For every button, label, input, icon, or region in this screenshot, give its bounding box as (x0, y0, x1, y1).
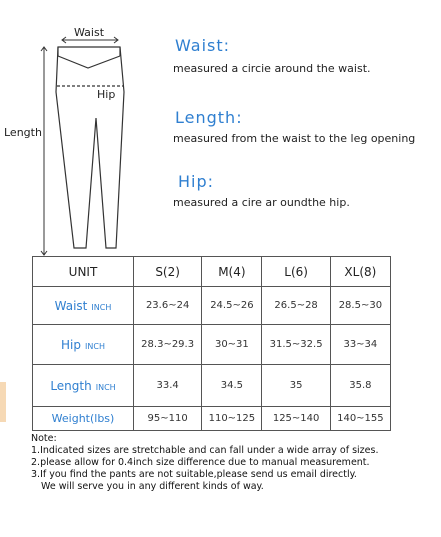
table-cell: 35.8 (330, 365, 390, 407)
length-label: Length (4, 126, 42, 139)
table-cell: 34.5 (202, 365, 262, 407)
row-unit-text: INCH (91, 302, 112, 312)
note-line: We will serve you in any different kinds of way. (41, 481, 264, 492)
table-cell: 23.6~24 (134, 287, 202, 325)
row-label-weight: Weight(lbs) (33, 407, 134, 431)
row-label-text: Length (50, 378, 92, 393)
note-line: 3.If you find the pants are not suitable,please send us email directly. (31, 469, 357, 480)
side-tab-decoration (0, 382, 6, 422)
table-cell: 110~125 (202, 407, 262, 431)
table-cell: 125~140 (262, 407, 330, 431)
waist-label: Waist (74, 26, 105, 39)
header-cell-m: M(4) (202, 257, 262, 287)
table-row-weight (33, 407, 391, 431)
notes-heading: Note: (31, 433, 57, 444)
table-cell: 28.5~30 (330, 287, 390, 325)
row-label-waist (33, 287, 134, 325)
row-unit-text: INCH (95, 382, 116, 392)
table-cell: 24.5~26 (202, 287, 262, 325)
row-label-text: Waist (54, 298, 88, 313)
leggings-outline (56, 47, 124, 248)
hip-label: Hip (97, 88, 116, 101)
pants-diagram (0, 20, 170, 260)
table-cell: 140~155 (330, 407, 390, 431)
row-label-length (33, 365, 134, 407)
length-dimension-arrow (41, 47, 47, 255)
table-cell: 95~110 (134, 407, 202, 431)
table-cell: 35 (262, 365, 330, 407)
hip-definition-text: measured a cire ar oundthe hip. (173, 196, 350, 209)
table-cell: 31.5~32.5 (262, 325, 330, 365)
table-row-length (33, 365, 391, 407)
note-line: 1.Indicated sizes are stretchable and can fall under a wide array of sizes. (31, 445, 379, 456)
notes-section (31, 433, 378, 493)
table-row-waist (33, 287, 391, 325)
header-cell-unit: UNIT (33, 257, 134, 287)
table-header-row (33, 257, 391, 287)
header-cell-s: S(2) (134, 257, 202, 287)
table-cell: 33.4 (134, 365, 202, 407)
table-cell: 26.5~28 (262, 287, 330, 325)
size-chart-table (32, 256, 391, 431)
length-definition-text: measured from the waist to the leg opening (173, 132, 416, 145)
header-cell-l: L(6) (262, 257, 330, 287)
header-cell-xl: XL(8) (330, 257, 390, 287)
row-unit-text: INCH (85, 341, 105, 351)
note-line: 2.please allow for 0.4inch size difference due to manual measurement. (31, 457, 370, 468)
table-cell: 33~34 (330, 325, 390, 365)
length-definition-title: Length: (175, 108, 243, 127)
row-label-text: Hip (61, 337, 82, 352)
waist-definition-text: measured a circie around the waist. (173, 62, 371, 75)
table-cell: 28.3~29.3 (134, 325, 202, 365)
row-label-hip (33, 325, 134, 365)
table-cell: 30~31 (202, 325, 262, 365)
table-row-hip (33, 325, 391, 365)
waist-definition-title: Waist: (175, 36, 231, 55)
hip-definition-title: Hip: (178, 172, 215, 191)
